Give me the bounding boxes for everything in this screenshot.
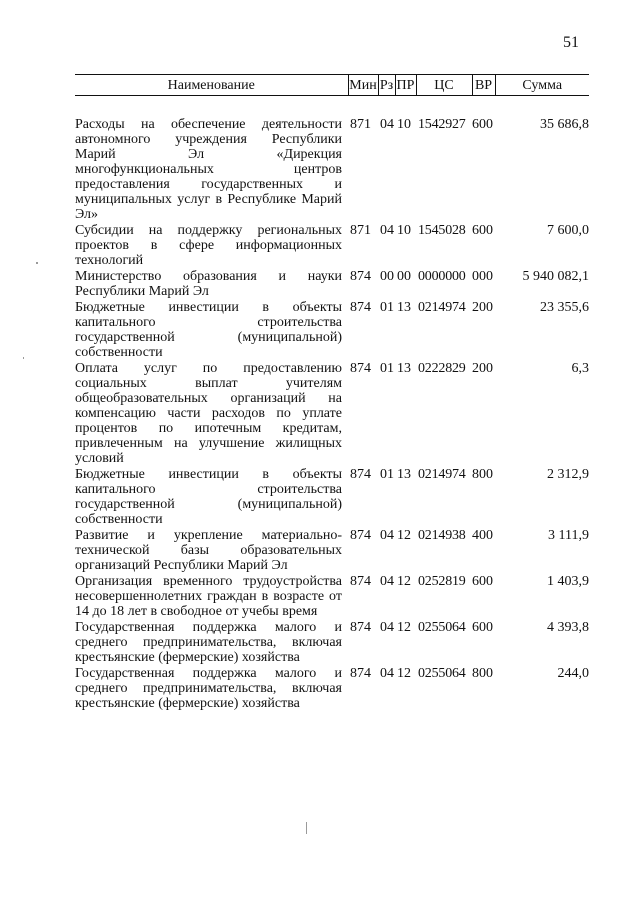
row-sum: 244,0 (557, 666, 589, 681)
page-number: 51 (563, 34, 579, 51)
row-rz: 01 (380, 361, 394, 376)
row-cs: 0255064 (418, 620, 466, 635)
row-vr: 600 (472, 117, 493, 132)
row-min: 874 (350, 666, 371, 681)
table-header-row (75, 75, 589, 96)
row-rz: 04 (380, 528, 394, 543)
row-cs: 1542927 (418, 117, 466, 132)
row-vr: 800 (472, 467, 493, 482)
header-name: Наименование (75, 75, 348, 96)
row-vr: 400 (472, 528, 493, 543)
row-name: Бюджетные инвестиции в объекты капитального строительства государственной (муниципальной) собственности (75, 300, 342, 360)
row-pr: 13 (397, 361, 411, 376)
row-pr: 13 (397, 300, 411, 315)
table-row (75, 528, 589, 574)
row-pr: 12 (397, 620, 411, 635)
row-name: Организация временного трудоустройства несовершеннолетних граждан в возрасте от 14 до 18 лет в свободное от учебы время (75, 574, 342, 619)
row-min: 874 (350, 269, 371, 284)
header-vr: ВР (472, 75, 495, 96)
table-row (75, 96, 589, 224)
row-cs: 0252819 (418, 574, 466, 589)
header-pr: ПР (395, 75, 416, 96)
row-rz: 01 (380, 467, 394, 482)
row-cs: 1545028 (418, 223, 466, 238)
row-vr: 800 (472, 666, 493, 681)
row-sum: 7 600,0 (547, 223, 589, 238)
row-pr: 10 (397, 223, 411, 238)
header-rz: Рз (378, 75, 395, 96)
row-sum: 4 393,8 (547, 620, 589, 635)
row-pr: 12 (397, 666, 411, 681)
row-min: 874 (350, 300, 371, 315)
row-vr: 000 (472, 269, 493, 284)
row-vr: 600 (472, 620, 493, 635)
row-cs: 0214938 (418, 528, 466, 543)
table-row (75, 361, 589, 467)
row-cs: 0000000 (418, 269, 466, 284)
table-row (75, 467, 589, 528)
row-pr: 13 (397, 467, 411, 482)
row-sum: 2 312,9 (547, 467, 589, 482)
row-rz: 01 (380, 300, 394, 315)
scan-speck (306, 822, 307, 834)
row-rz: 04 (380, 223, 394, 238)
row-name: Государственная поддержка малого и среднего предпринимательства, включая крестьянские (фермерские) хозяйства (75, 666, 342, 711)
row-rz: 00 (380, 269, 394, 284)
row-sum: 5 940 082,1 (522, 269, 589, 284)
row-cs: 0255064 (418, 666, 466, 681)
row-min: 874 (350, 574, 371, 589)
row-rz: 04 (380, 117, 394, 132)
row-min: 871 (350, 117, 371, 132)
row-min: 874 (350, 467, 371, 482)
row-rz: 04 (380, 620, 394, 635)
header-min: Мин (348, 75, 378, 96)
row-min: 874 (350, 620, 371, 635)
row-name: Бюджетные инвестиции в объекты капитального строительства государственной (муниципальной) собственности (75, 467, 342, 527)
row-pr: 10 (397, 117, 411, 132)
row-sum: 35 686,8 (540, 117, 589, 132)
header-sum: Сумма (495, 75, 589, 96)
row-name: Государственная поддержка малого и среднего предпринимательства, включая крестьянские (фермерские) хозяйства (75, 620, 342, 665)
table-row (75, 300, 589, 361)
row-cs: 0214974 (418, 467, 466, 482)
row-name: Развитие и укрепление материально-технической базы образовательных организаций Республики Марий Эл (75, 528, 342, 573)
row-sum: 23 355,6 (540, 300, 589, 315)
row-min: 874 (350, 361, 371, 376)
row-name: Оплата услуг по предоставлению социальных выплат учителям общеобразовательных организаций на компенсацию части расходов по уплате процентов по ипотечным кредитам, привлеченным на улучшение жилищных условий (75, 361, 342, 466)
row-min: 874 (350, 528, 371, 543)
table-row (75, 620, 589, 666)
table-row (75, 666, 589, 712)
row-min: 871 (350, 223, 371, 238)
row-vr: 600 (472, 574, 493, 589)
scan-speck (36, 262, 38, 264)
row-name: Субсидии на поддержку региональных проектов в сфере информационных технологий (75, 223, 342, 268)
row-sum: 6,3 (571, 361, 589, 376)
row-vr: 600 (472, 223, 493, 238)
row-pr: 12 (397, 574, 411, 589)
row-rz: 04 (380, 574, 394, 589)
row-pr: 00 (397, 269, 411, 284)
scan-speck (23, 357, 24, 359)
row-rz: 04 (380, 666, 394, 681)
row-cs: 0214974 (418, 300, 466, 315)
header-cs: ЦС (416, 75, 472, 96)
row-sum: 3 111,9 (548, 528, 589, 543)
row-name: Расходы на обеспечение деятельности автономного учреждения Республики Марий Эл «Дирекция многофункциональных центров предоставления государственных и муниципальных услуг в Республике Марий Эл» (75, 117, 342, 222)
row-name: Министерство образования и науки Республики Марий Эл (75, 269, 342, 299)
row-cs: 0222829 (418, 361, 466, 376)
table-row (75, 223, 589, 269)
table-row (75, 574, 589, 620)
row-vr: 200 (472, 300, 493, 315)
budget-table (75, 74, 589, 712)
row-sum: 1 403,9 (547, 574, 589, 589)
row-vr: 200 (472, 361, 493, 376)
row-pr: 12 (397, 528, 411, 543)
table-row (75, 269, 589, 300)
